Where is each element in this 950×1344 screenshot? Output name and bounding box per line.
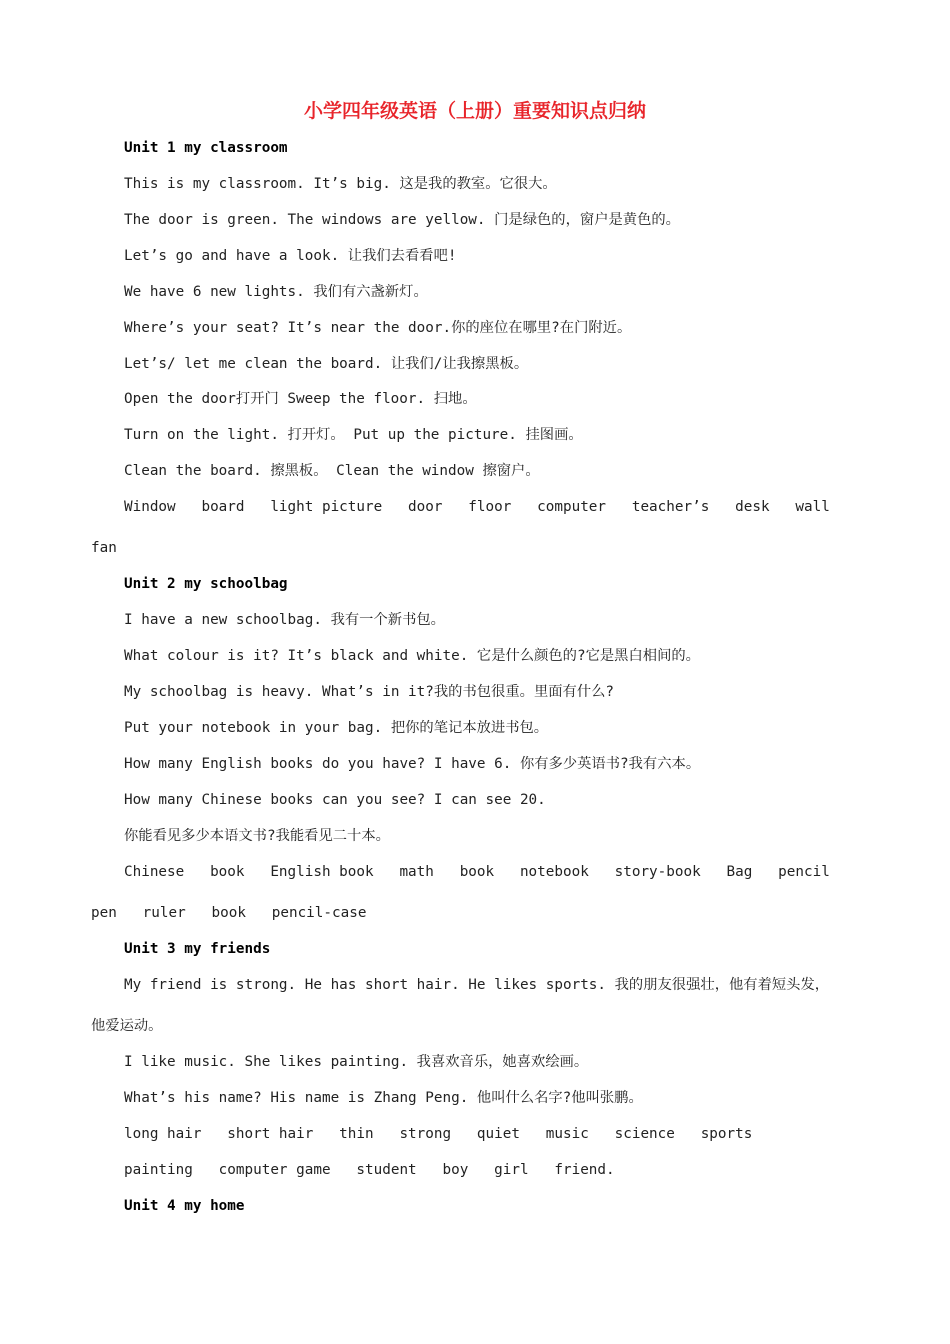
unit-1-heading: Unit 1 my classroom bbox=[124, 140, 288, 156]
unit-3-heading: Unit 3 my friends bbox=[124, 941, 271, 957]
text-line: Put your notebook in your bag. 把你的笔记本放进书包。 bbox=[124, 720, 549, 736]
document-title: 小学四年级英语（上册）重要知识点归纳 bbox=[303, 100, 646, 122]
text-line: Open the door打开门 Sweep the floor. 扫地。 bbox=[124, 391, 477, 407]
text-line: 你能看见多少本语文书?我能看见二十本。 bbox=[124, 828, 390, 844]
vocab-line: Chinese book English book math book notebook story-book Bag pencil bbox=[124, 864, 830, 880]
text-line: How many Chinese books can you see? I can see 20. bbox=[124, 792, 546, 808]
vocab-line: Window board light picture door floor computer teacher’s desk wall bbox=[124, 499, 830, 515]
unit-4-heading: Unit 4 my home bbox=[124, 1198, 245, 1214]
vocab-line: painting computer game student boy girl friend. bbox=[124, 1162, 615, 1178]
text-line: I like music. She likes painting. 我喜欢音乐，她喜欢绘画。 bbox=[124, 1054, 589, 1070]
text-line: The door is green. The windows are yellow. 门是绿色的，窗户是黄色的。 bbox=[124, 212, 680, 228]
text-line: What’s his name? His name is Zhang Peng. 他叫什么名字?他叫张鹏。 bbox=[124, 1090, 643, 1106]
text-line: My schoolbag is heavy. What’s in it?我的书包很重。里面有什么? bbox=[124, 684, 615, 700]
unit-2-heading: Unit 2 my schoolbag bbox=[124, 576, 288, 592]
text-line: This is my classroom. It’s big. 这是我的教室。它很大。 bbox=[124, 176, 557, 192]
text-line: How many English books do you have? I have 6. 你有多少英语书?我有六本。 bbox=[124, 756, 701, 772]
text-line-continued: 他爱运动。 bbox=[91, 1018, 163, 1034]
text-line: I have a new schoolbag. 我有一个新书包。 bbox=[124, 612, 445, 628]
vocab-line-continued: fan bbox=[91, 540, 117, 556]
text-line: Turn on the light. 打开灯。 Put up the picture. 挂图画。 bbox=[124, 427, 583, 443]
vocab-line: long hair short hair thin strong quiet music science sports bbox=[124, 1126, 753, 1142]
text-line: My friend is strong. He has short hair. He likes sports. 我的朋友很强壮，他有着短头发， bbox=[124, 977, 830, 993]
text-line: Clean the board. 擦黑板。 Clean the window 擦窗户。 bbox=[124, 463, 540, 479]
text-line: Let’s go and have a look. 让我们去看看吧! bbox=[124, 248, 457, 264]
text-line: We have 6 new lights. 我们有六盏新灯。 bbox=[124, 284, 428, 300]
text-line: Where’s your seat? It’s near the door.你的座位在哪里?在门附近。 bbox=[124, 320, 632, 336]
vocab-line-continued: pen ruler book pencil-case bbox=[91, 905, 367, 921]
text-line: What colour is it? It’s black and white. 它是什么颜色的?它是黑白相间的。 bbox=[124, 648, 700, 664]
text-line: Let’s/ let me clean the board. 让我们/让我擦黑板。 bbox=[124, 356, 529, 372]
